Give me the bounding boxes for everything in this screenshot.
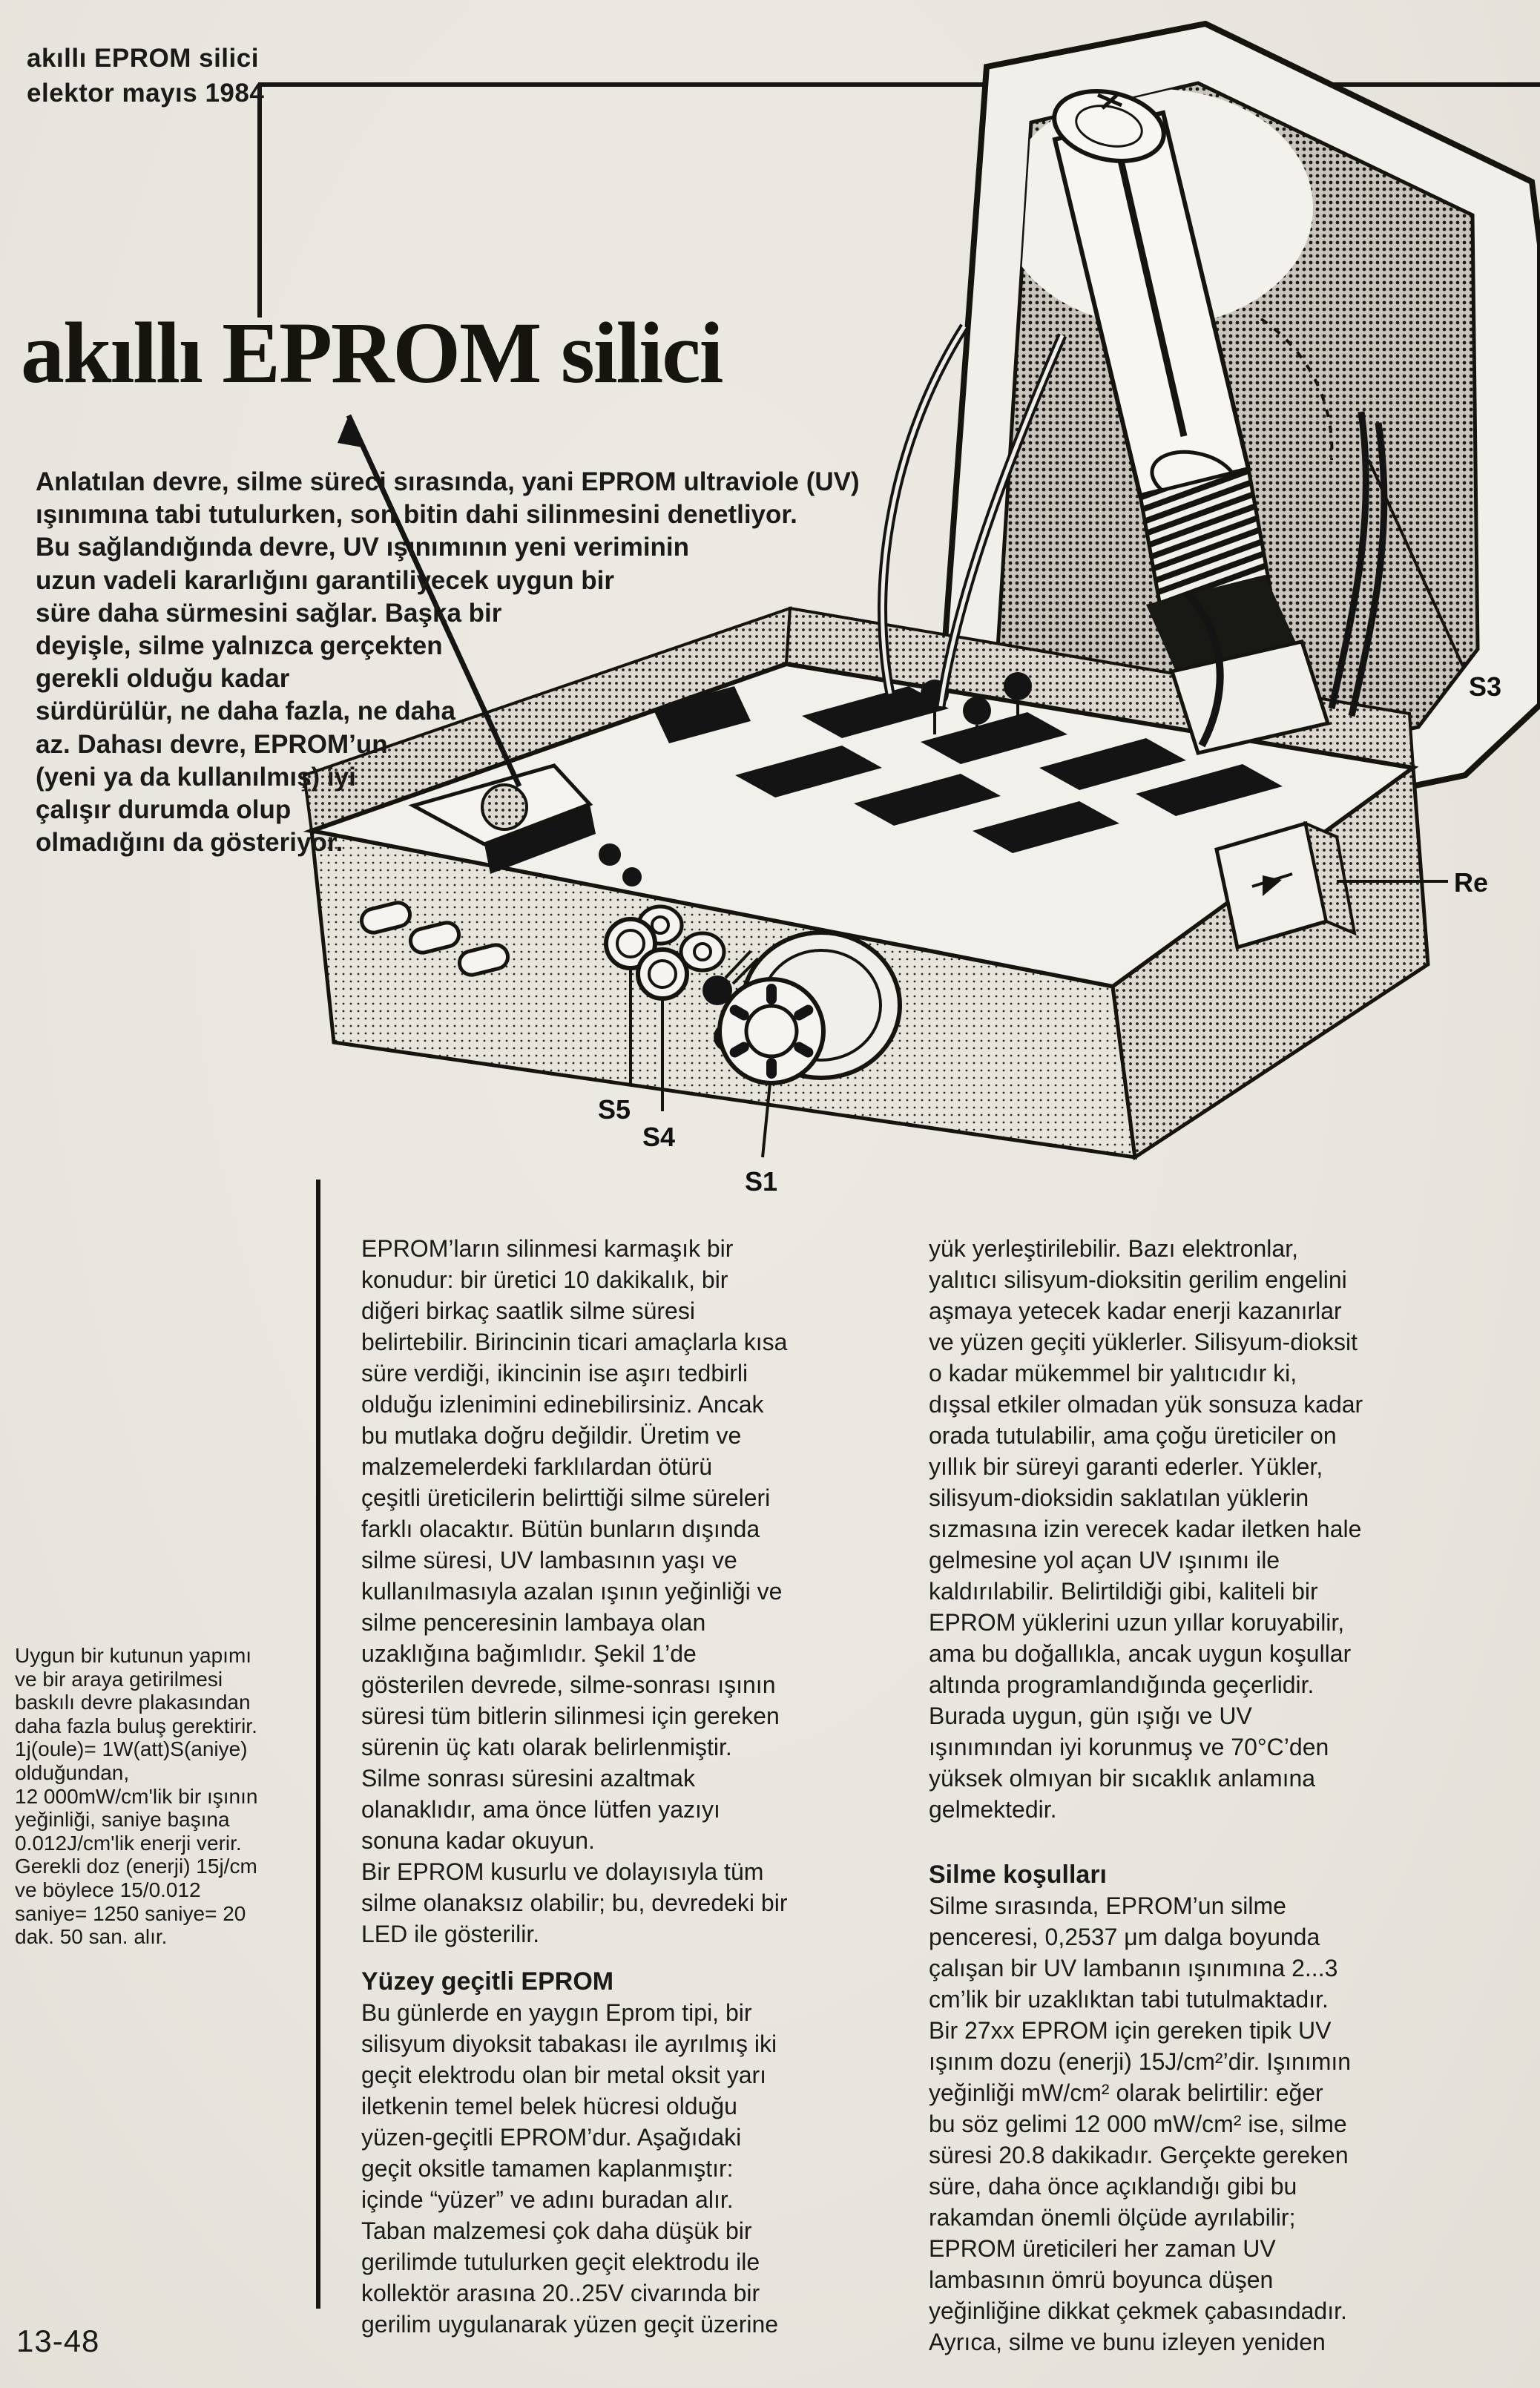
text-line: gerekli olduğu kadar — [36, 664, 290, 694]
label-s4: S4 — [642, 1122, 676, 1152]
knob-s1 — [720, 979, 823, 1083]
button-s4 — [638, 950, 687, 999]
text-line: Bir EPROM kusurlu ve dolayısıyla tüm — [361, 1858, 764, 1885]
text-line: süresi tüm bitlerin silinmesi için gereken — [361, 1703, 780, 1729]
text-line: gerilim uygulanarak yüzen geçit üzerine — [361, 2311, 779, 2338]
text-line: 1j(oule)= 1W(att)S(aniye) — [15, 1737, 248, 1761]
text-line: gerilimde tutulurken geçit elektrodu ile — [361, 2249, 760, 2275]
text-line: sızmasına izin verecek kadar iletken hale — [929, 1516, 1362, 1542]
intro-paragraph — [36, 466, 860, 859]
text-line: olduğundan, — [15, 1760, 130, 1784]
text-line: süre verdiği, ikincinin ise aşırı tedbirli — [361, 1360, 748, 1387]
text-line: ışınımına tabi tutulurken, son bitin dahi silinmesini denetliyor. — [36, 500, 797, 530]
text-line: yeğinliği, saniye başına — [15, 1808, 230, 1832]
text-line: ışınımından iyi korunmuş ve 70°C’den — [929, 1734, 1329, 1760]
text-line: sürenin üç katı olarak belirlenmiştir. — [361, 1734, 732, 1760]
text-line: daha fazla buluş gerektirir. — [15, 1714, 257, 1737]
text-line: 12 000mW/cm'lik bir ışının — [15, 1784, 258, 1808]
text-line: Silme sonrası süresini azaltmak — [361, 1765, 695, 1792]
text-line: bu mutlaka doğru değildir. Üretim ve — [361, 1422, 742, 1449]
text-line: altında programlandığında geçerlidir. — [929, 1671, 1314, 1698]
text-line: Bu sağlandığında devre, UV ışınımının yeni veriminin — [36, 533, 690, 562]
text-line: Burada uygun, gün ışığı ve UV — [929, 1703, 1252, 1729]
text-line: ve bir araya getirilmesi — [15, 1667, 223, 1691]
text-line: yük yerleştirilebilir. Bazı elektronlar, — [929, 1235, 1298, 1262]
text-line: süresi 20.8 dakikadır. Gerçekte gereken — [929, 2142, 1349, 2168]
text-line: silme penceresinin lambaya olan — [361, 1609, 706, 1636]
text-line: orada tutulabilir, ama çoğu üreticiler on — [929, 1422, 1337, 1449]
text-line: silme olanaksız olabilir; bu, devredeki bir — [361, 1889, 788, 1916]
right-para-2 — [929, 1890, 1493, 2358]
text-line: çeşitli üreticilerin belirttiği silme süreleri — [361, 1484, 771, 1511]
label-re: Re — [1454, 867, 1489, 898]
text-line: çalışan bir UV lambanın ışınımına 2...3 — [929, 1955, 1338, 1981]
text-line: kaldırılabilir. Belirtildiği gibi, kaliteli bir — [929, 1578, 1318, 1605]
text-line: Taban malzemesi çok daha düşük bir — [361, 2217, 752, 2244]
text-line: olanaklıdır, ama önce lütfen yazıyı — [361, 1796, 720, 1823]
text-line: LED ile gösterilir. — [361, 1921, 540, 1947]
text-line: yıllık bir süreyi garanti ederler. Yükler, — [929, 1453, 1323, 1480]
margin-note — [15, 1644, 312, 1949]
text-line: farklı olacaktır. Bütün bunların dışında — [361, 1516, 760, 1542]
text-line: aşmaya yetecek kadar enerji kazanırlar — [929, 1297, 1342, 1324]
text-line: penceresi, 0,2537 μm dalga boyunda — [929, 1924, 1320, 1950]
label-s5: S5 — [597, 1094, 631, 1125]
text-line: iletkenin temel belek hücresi olduğu — [361, 2093, 737, 2119]
text-line: cm’lik bir uzaklıktan tabi tutulmaktadır. — [929, 1986, 1329, 2013]
text-line: o kadar mükemmel bir yalıtıcıdır ki, — [929, 1360, 1297, 1387]
text-line: kollektör arasına 20..25V civarında bir — [361, 2280, 760, 2306]
text-line: geçit elektrodu olan bir metal oksit yarı — [361, 2062, 767, 2088]
text-line: süre, daha önce açıklandığı gibi bu — [929, 2173, 1297, 2200]
masthead-line: akıllı EPROM silici — [27, 44, 259, 73]
right-column — [929, 1233, 1493, 2358]
text-line: ama bu doğallıkla, ancak uygun koşullar — [929, 1640, 1352, 1667]
text-line: Uygun bir kutunun yapımı — [15, 1644, 252, 1667]
text-line: silisyum diyoksit tabakası ile ayrılmış iki — [361, 2030, 777, 2057]
text-line: Silme sırasında, EPROM’un silme — [929, 1892, 1286, 1919]
page-title: akıllı EPROM silici — [21, 304, 723, 401]
middle-column — [361, 1233, 881, 2340]
text-line: ışınım dozu (enerji) 15J/cm²’dir. Işınımın — [929, 2048, 1352, 2075]
text-line: dışsal etkiler olmadan yük sonsuza kadar — [929, 1391, 1363, 1418]
text-line: deyişle, silme yalnızca gerçekten — [36, 631, 443, 661]
text-line: dak. 50 san. alır. — [15, 1925, 168, 1949]
text-line: silme süresi, UV lambasının yaşı ve — [361, 1547, 737, 1573]
text-line: gelmektedir. — [929, 1796, 1057, 1823]
right-heading: Silme koşulları — [929, 1861, 1107, 1889]
text-line: gösterilen devrede, silme-sonrası ışının — [361, 1671, 776, 1698]
text-line: belirtebilir. Birincinin ticari amaçlarla kısa — [361, 1329, 788, 1355]
label-s3: S3 — [1469, 671, 1502, 702]
text-line: uzaklığına bağımlıdır. Şekil 1’de — [361, 1640, 697, 1667]
middle-para-1 — [361, 1233, 881, 1950]
text-line: süre daha sürmesini sağlar. Başka bir — [36, 598, 502, 628]
masthead — [27, 41, 264, 111]
text-line: (yeni ya da kullanılmış) iyi — [36, 762, 356, 792]
text-line: gelmesine yol açan UV ışınımı ile — [929, 1547, 1280, 1573]
text-line: EPROM yüklerini uzun yıllar koruyabilir, — [929, 1609, 1345, 1636]
text-line: Gerekli doz (enerji) 15j/cm — [15, 1855, 257, 1878]
text-line: saniye= 1250 saniye= 20 — [15, 1901, 246, 1925]
text-line: baskılı devre plakasından — [15, 1691, 251, 1714]
text-line: bu söz gelimi 12 000 mW/cm² ise, silme — [929, 2111, 1347, 2137]
text-line: EPROM üreticileri her zaman UV — [929, 2235, 1276, 2262]
text-line: malzemelerdeki farklılardan ötürü — [361, 1453, 713, 1480]
text-line: konudur: bir üretici 10 dakikalık, bir — [361, 1266, 728, 1293]
right-para-1 — [929, 1233, 1493, 1825]
text-line: ve yüzen geçiti yüklerler. Silisyum-dioksit — [929, 1329, 1358, 1355]
text-line: rakamdan önemli ölçüde ayrılabilir; — [929, 2204, 1296, 2231]
text-line: yeğinliği mW/cm² olarak belirtilir: eğer — [929, 2079, 1323, 2106]
text-line: lambasının ömrü boyunca düşen — [929, 2266, 1274, 2293]
text-line: olduğu izlenimini edinebilirsiniz. Ancak — [361, 1391, 764, 1418]
text-line: uzun vadeli kararlığını garantiliyecek uygun bir — [36, 565, 614, 595]
text-line: silisyum-dioksidin saklatılan yüklerin — [929, 1484, 1309, 1511]
text-line: EPROM’ların silinmesi karmaşık bir — [361, 1235, 734, 1262]
text-line: çalışır durumda olup — [36, 795, 292, 825]
text-line: Bir 27xx EPROM için gereken tipik UV — [929, 2017, 1332, 2044]
text-line: yalıtıcı silisyum-dioksitin gerilim engelini — [929, 1266, 1347, 1293]
text-line: sürdürülür, ne daha fazla, ne daha — [36, 697, 455, 726]
text-line: sonuna kadar okuyun. — [361, 1827, 595, 1854]
text-line: kullanılmasıyla azalan ışının yeğinliği ve — [361, 1578, 783, 1605]
text-line: Bu günlerde en yaygın Eprom tipi, bir — [361, 1999, 752, 2026]
text-line: yüzen-geçitli EPROM’dur. Aşağıdaki — [361, 2124, 742, 2151]
middle-para-2 — [361, 1997, 881, 2340]
text-line: olmadığını da gösteriyor. — [36, 828, 343, 858]
middle-heading: Yüzey geçitli EPROM — [361, 1967, 614, 1996]
text-line: yeğinliğine dikkat çekmek çabasındadır. — [929, 2297, 1347, 2324]
masthead-line: elektor mayıs 1984 — [27, 79, 265, 108]
text-line: diğeri birkaç saatlik silme süresi — [361, 1297, 695, 1324]
text-line: az. Dahası devre, EPROM’un — [36, 729, 388, 759]
text-line: 0.012J/cm'lik enerji verir. — [15, 1831, 242, 1855]
text-line: Ayrıca, silme ve bunu izleyen yeniden — [929, 2329, 1326, 2355]
text-line: ve böylece 15/0.012 — [15, 1878, 201, 1901]
text-line: geçit oksitle tamamen kaplanmıştır: — [361, 2155, 734, 2182]
text-line: Anlatılan devre, silme süreci sırasında, yani EPROM ultraviole (UV) — [36, 467, 860, 496]
text-line: yüksek olmıyan bir sıcaklık anlamına — [929, 1765, 1316, 1792]
text-line: içinde “yüzer” ve adını buradan alır. — [361, 2186, 734, 2213]
page-number: 13-48 — [16, 2323, 100, 2358]
label-s1: S1 — [744, 1166, 778, 1197]
